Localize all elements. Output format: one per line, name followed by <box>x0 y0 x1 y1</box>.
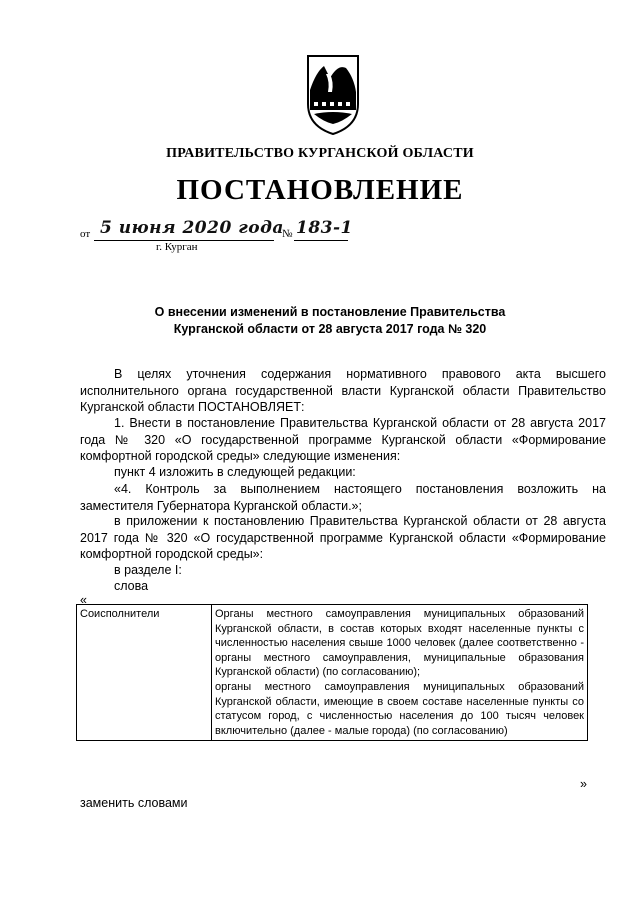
soispolniteli-table <box>76 604 588 741</box>
intro-paragraph: В целях уточнения содержания нормативного правового акта высшего исполнительного органа государственной власти Курганской области Правительство Курганской области ПОСТАНОВЛЯЕТ: <box>80 367 606 414</box>
words-paragraph: слова <box>114 579 149 593</box>
document-subject <box>120 304 540 338</box>
appendix-paragraph: в приложении к постановлению Правительства Курганской области от 28 августа 2017 года № 320 «О государственной программе Курганской области «Формирование комфортной городской среды»: <box>80 514 606 561</box>
table-row <box>77 605 588 741</box>
close-quote: » <box>580 777 587 791</box>
government-name: ПРАВИТЕЛЬСТВО КУРГАНСКОЙ ОБЛАСТИ <box>166 146 474 161</box>
table-cell-content <box>212 605 588 741</box>
handwritten-date: 5 июня 2020 года <box>100 218 284 238</box>
document-type-title: ПОСТАНОВЛЕНИЕ <box>176 174 464 206</box>
table-cell-paragraph-2: органы местного самоуправления муниципальных образований Курганской области, имеющие в своем составе населенные пункты со статусом город, с численностью населения до 100 тысяч человек включительно (далее - малые города) (по согласованию) <box>215 680 584 737</box>
punkt-4-paragraph: пункт 4 изложить в следующей редакции: <box>114 465 356 479</box>
number-label: № <box>282 228 293 240</box>
open-quote: « <box>80 593 87 607</box>
quote-4-paragraph: «4. Контроль за выполнением настоящего постановления возложить на заместителя Губернатора Курганской области.»; <box>80 482 606 513</box>
table-cell-paragraph-1: Органы местного самоуправления муниципальных образований Курганской области, в состав которых входят населенные пункты с численностью населения свыше 1000 человек (далее соответственно - органы местного самоуправления, муниципальные образования Курганской области) (по согласованию); <box>215 608 584 679</box>
replace-with-words: заменить словами <box>80 796 188 810</box>
coat-of-arms-icon <box>302 52 364 136</box>
subject-line-1: О внесении изменений в постановление Правительства <box>154 305 506 319</box>
handwritten-number: 183-1 <box>296 218 353 238</box>
subject-line-2: Курганской области от 28 августа 2017 года № 320 <box>173 322 487 336</box>
section-paragraph: в разделе I: <box>114 563 182 577</box>
table-cell-label: Соисполнители <box>77 605 212 741</box>
number-underline <box>294 240 348 241</box>
date-from-label: от <box>80 228 91 240</box>
city-label: г. Курган <box>156 241 198 253</box>
item-1-paragraph: 1. Внести в постановление Правительства Курганской области от 28 августа 2017 года № 320 «О государственной программе Курганской области «Формирование комфортной городской среды» следующие изменения: <box>80 416 606 463</box>
